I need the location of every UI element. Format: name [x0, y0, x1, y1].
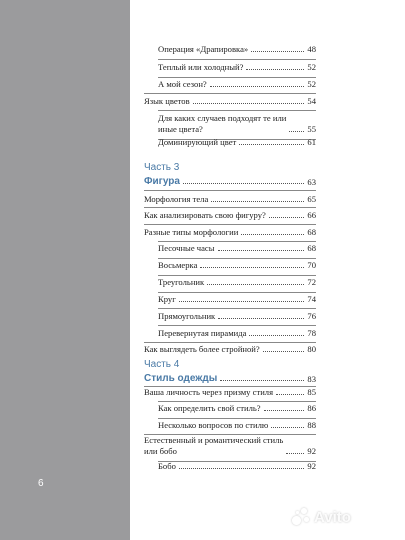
leader-dots	[200, 267, 304, 268]
toc-entry	[158, 113, 316, 135]
toc-entry	[158, 311, 316, 322]
divider	[158, 59, 316, 60]
leader-dots	[183, 183, 304, 184]
toc-entry-title: Как выглядеть более стройной?	[144, 344, 260, 354]
part-title-row	[144, 373, 316, 384]
toc-entry-title: Операция «Драпировка»	[158, 44, 249, 54]
toc-entry-title: А мой сезон?	[158, 79, 207, 89]
divider	[158, 292, 316, 293]
toc-entry	[158, 137, 316, 148]
divider	[158, 325, 316, 326]
toc-entry-page: 52	[307, 62, 316, 72]
toc-entry	[144, 227, 316, 238]
toc-entry	[158, 79, 316, 90]
watermark-text: Avito	[314, 508, 351, 526]
toc-entry-title: Разные типы морфологии	[144, 227, 239, 237]
leader-dots	[218, 318, 304, 319]
toc-entry	[144, 96, 316, 107]
leader-dots	[179, 301, 305, 302]
toc-entry-page: 92	[307, 461, 316, 471]
toc-entry	[158, 420, 316, 431]
divider	[158, 275, 316, 276]
leader-dots	[211, 201, 304, 202]
leader-dots	[220, 380, 304, 381]
leader-dots	[241, 234, 304, 235]
page-number: 6	[38, 478, 44, 489]
toc-entry-page: 68	[307, 227, 316, 237]
toc-entry	[158, 260, 316, 271]
toc-entry-page: 48	[307, 44, 316, 54]
leader-dots	[246, 69, 304, 70]
toc-entry	[158, 328, 316, 339]
toc-entry-page: 80	[307, 344, 316, 354]
toc-entry	[144, 435, 316, 457]
divider	[144, 93, 316, 94]
divider	[158, 110, 316, 111]
leader-dots	[276, 394, 304, 395]
toc-entry-page: 85	[307, 387, 316, 397]
leader-dots	[263, 351, 305, 352]
toc-entry-page: 74	[307, 294, 316, 304]
toc-entry-page: 78	[307, 328, 316, 338]
toc-entry-page: 76	[307, 311, 316, 321]
toc-entry-title-line: Для каких случаев подходят те или	[158, 113, 287, 123]
leader-dots	[210, 86, 305, 87]
toc-entry-title: Несколько вопросов по стилю	[158, 420, 269, 430]
toc-entry-page: 72	[307, 277, 316, 287]
leader-dots	[271, 427, 304, 428]
leader-dots	[264, 410, 305, 411]
toc-entry-page: 66	[307, 210, 316, 220]
toc-entry	[158, 461, 316, 472]
leader-dots	[249, 335, 304, 336]
toc-entry	[158, 294, 316, 305]
divider	[158, 418, 316, 419]
part-label: Часть 4	[144, 359, 180, 370]
divider	[144, 190, 316, 191]
toc-entry-title-line: или бобо	[144, 446, 177, 456]
toc-entry-title: Восьмерка	[158, 260, 198, 270]
leader-dots	[207, 284, 304, 285]
toc-entry-page: 70	[307, 260, 316, 270]
toc-entry-title: Морфология тела	[144, 194, 209, 204]
toc-entry-title: Доминирующий цвет	[158, 137, 237, 147]
part-title-page: 83	[307, 374, 316, 384]
toc-entry-page: 55	[307, 124, 316, 134]
toc-entry-title: Теплый или холодный?	[158, 62, 244, 72]
leader-dots	[269, 217, 305, 218]
part-title: Стиль одежды	[144, 373, 218, 384]
toc-entry-page: 54	[307, 96, 316, 106]
toc-entry-title: Ваша личность через призму стиля	[144, 387, 274, 397]
toc-entry-title: Треугольник	[158, 277, 205, 287]
toc-entry-title	[158, 113, 286, 135]
toc-entry-title: Язык цветов	[144, 96, 190, 106]
toc-entry-title: Круг	[158, 294, 176, 304]
leader-dots	[239, 144, 304, 145]
toc-entry-page: 61	[307, 137, 316, 147]
leader-dots	[286, 453, 304, 454]
toc-entry-title-line: Естественный и романтический стиль	[144, 435, 284, 445]
part-label: Часть 3	[144, 162, 180, 173]
avito-logo-icon	[292, 508, 310, 526]
divider	[158, 77, 316, 78]
part-title-row	[144, 176, 316, 187]
part-title: Фигура	[144, 176, 180, 187]
leader-dots	[251, 51, 304, 52]
toc-entry	[158, 243, 316, 254]
toc-entry-title: Как анализировать свою фигуру?	[144, 210, 266, 220]
toc-entry-page: 92	[307, 446, 316, 456]
divider	[144, 207, 316, 208]
avito-watermark	[292, 508, 351, 526]
toc-entry-title: Прямоугольник	[158, 311, 216, 321]
part-title-page: 63	[307, 177, 316, 187]
toc-entry	[144, 194, 316, 205]
leader-dots	[193, 103, 305, 104]
toc-entry-page: 88	[307, 420, 316, 430]
toc-entry-title: Песочные часы	[158, 243, 215, 253]
toc-entry	[144, 387, 316, 398]
toc-entry	[158, 62, 316, 73]
divider	[158, 258, 316, 259]
toc-entry	[144, 210, 316, 221]
toc-entry	[158, 277, 316, 288]
toc-entry-title	[144, 435, 283, 457]
toc-entry-page: 52	[307, 79, 316, 89]
toc-entry	[158, 403, 316, 414]
divider	[144, 342, 316, 343]
page-side-band	[0, 0, 130, 540]
toc-entry-title: Бобо	[158, 461, 176, 471]
toc-entry-title-line: иные цвета?	[158, 124, 203, 134]
leader-dots	[179, 468, 305, 469]
toc-entry	[144, 344, 316, 355]
toc-entry-title: Перевернутая пирамида	[158, 328, 247, 338]
divider	[158, 241, 316, 242]
toc-entry-title: Как определить свой стиль?	[158, 403, 261, 413]
divider	[158, 308, 316, 309]
toc-entry-page: 68	[307, 243, 316, 253]
toc-entry-page: 86	[307, 403, 316, 413]
toc-entry	[158, 44, 316, 55]
divider	[144, 224, 316, 225]
divider	[158, 401, 316, 402]
leader-dots	[289, 131, 304, 132]
leader-dots	[218, 250, 305, 251]
toc-entry-page: 65	[307, 194, 316, 204]
